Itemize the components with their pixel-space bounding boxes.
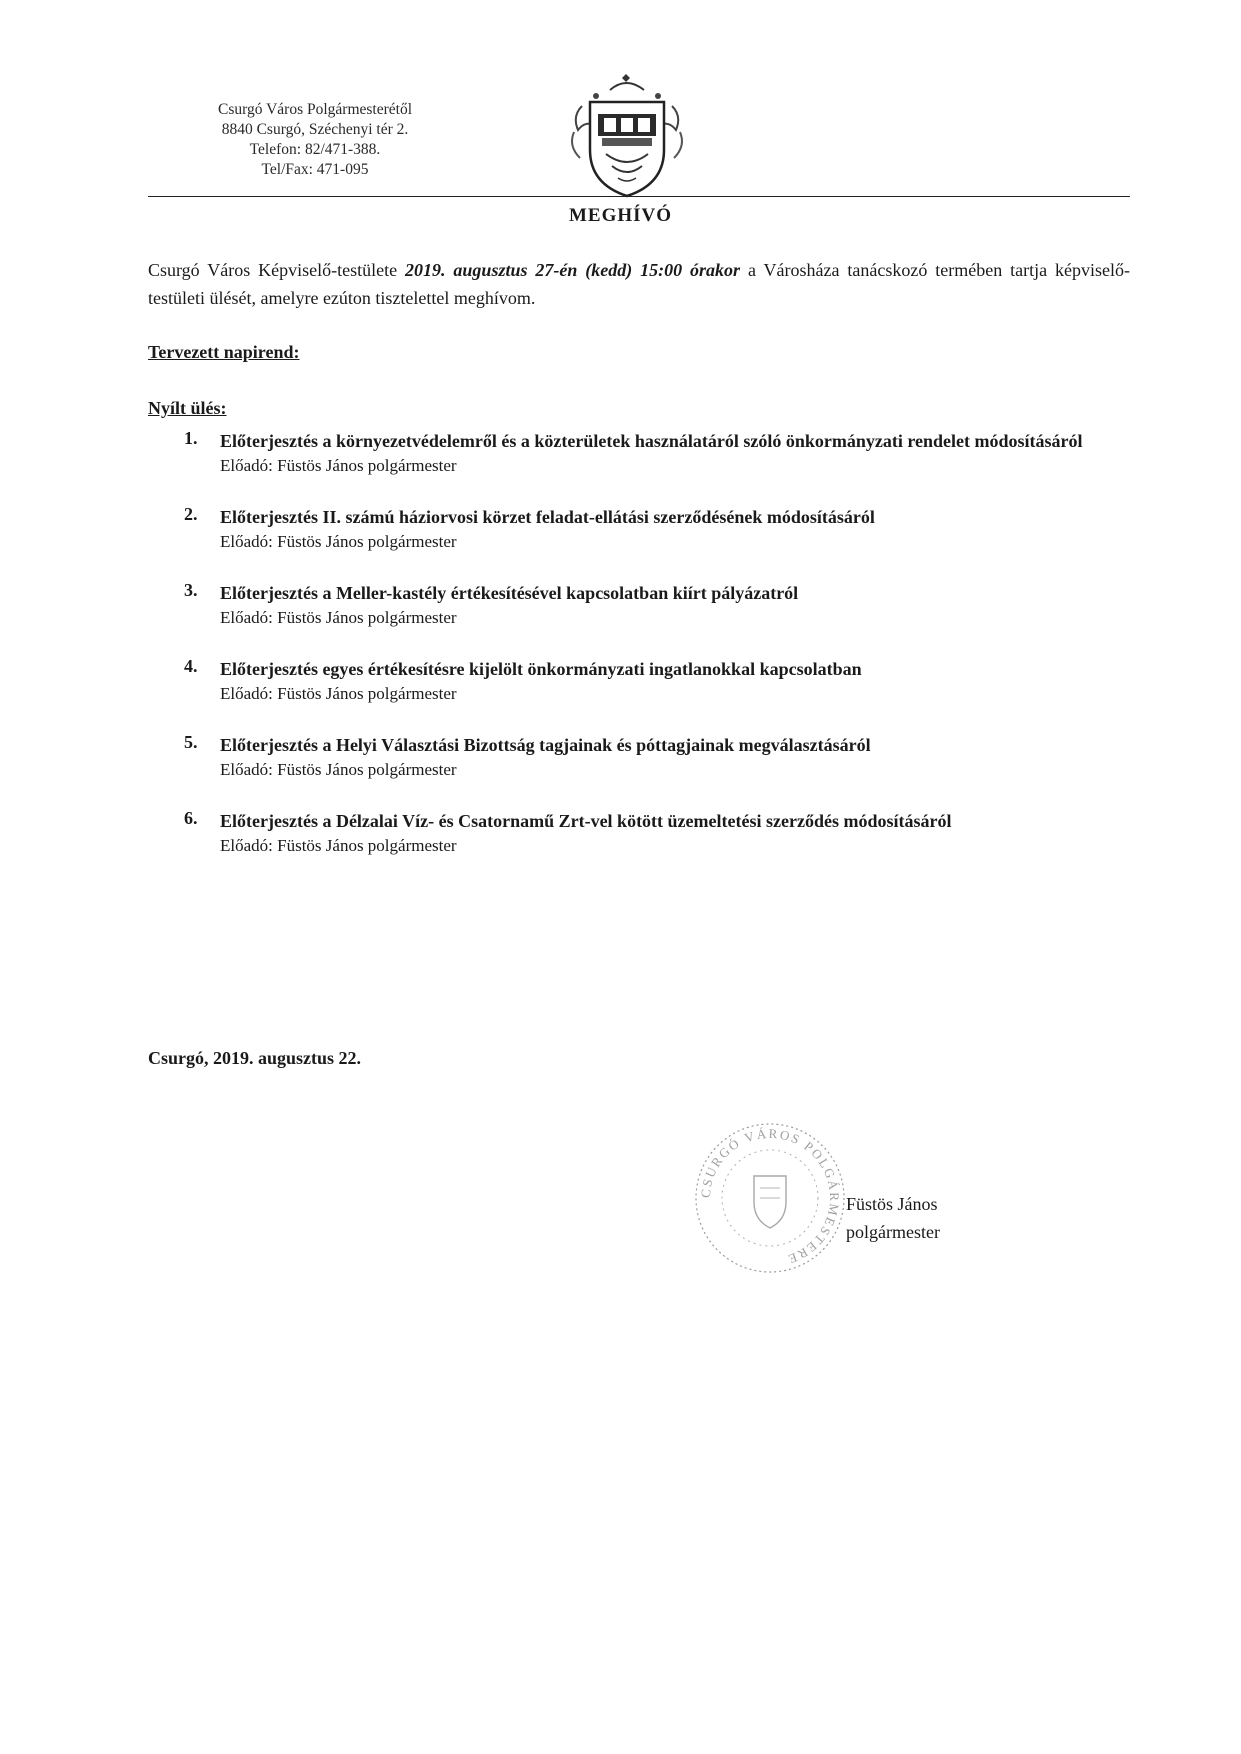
place-and-date: Csurgó, 2019. augusztus 22. <box>148 1048 362 1068</box>
header-divider <box>148 196 1130 197</box>
agenda-item-number: 3. <box>184 580 198 600</box>
agenda-item <box>148 428 1130 478</box>
agenda-item-number: 4. <box>184 656 198 676</box>
agenda-item-number: 1. <box>184 428 198 448</box>
signatory-role: polgármester <box>846 1222 940 1242</box>
agenda-item <box>148 656 1130 706</box>
agenda-list <box>148 428 1130 884</box>
agenda-item <box>148 504 1130 554</box>
signatory-name: Füstös János <box>846 1194 938 1214</box>
agenda-item-presenter: Előadó: Füstös János polgármester <box>220 760 457 779</box>
agenda-item-presenter: Előadó: Füstös János polgármester <box>220 684 457 703</box>
signature-block <box>846 1190 940 1246</box>
agenda-item-title: Előterjesztés egyes értékesítésre kijelölt önkormányzati ingatlanokkal kapcsolatban <box>220 659 862 679</box>
agenda-item-number: 2. <box>184 504 198 524</box>
invitation-text-end: a Városháza tanácskozó termében tartja képviselő-testületi ülését, amelyre ezúton tisztelettel meghívom. <box>148 260 1130 308</box>
agenda-heading: Tervezett napirend: <box>148 342 300 362</box>
svg-text:CSURGÓ VÁROS POLGÁRMESTERE <box>698 1126 842 1268</box>
document-title: MEGHÍVÓ <box>568 205 673 226</box>
meeting-datetime: 2019. augusztus 27-én (kedd) 15:00 órakor <box>405 260 741 280</box>
letterhead <box>150 100 480 180</box>
letterhead-phone: Telefon: 82/471-388. <box>249 141 381 158</box>
agenda-item <box>148 580 1130 630</box>
official-stamp-icon <box>690 1118 850 1278</box>
agenda-item-presenter: Előadó: Füstös János polgármester <box>220 836 457 855</box>
agenda-item-title: Előterjesztés a Délzalai Víz- és Csatornamű Zrt-vel kötött üzemeltetési szerződés módosításáról <box>220 811 952 831</box>
letterhead-address: 8840 Csurgó, Széchenyi tér 2. <box>221 121 409 138</box>
agenda-item-presenter: Előadó: Füstös János polgármester <box>220 608 457 627</box>
agenda-item <box>148 808 1130 858</box>
letterhead-fax: Tel/Fax: 471-095 <box>261 161 369 178</box>
invitation-text <box>148 256 1130 312</box>
agenda-item-title: Előterjesztés a környezetvédelemről és a közterületek használatáról szóló önkormányzati rendelet módosításáról <box>220 431 1083 451</box>
session-heading: Nyílt ülés: <box>148 398 227 418</box>
coat-of-arms-icon <box>562 72 692 200</box>
invitation-text-start: Csurgó Város Képviselő-testülete <box>148 260 406 280</box>
agenda-item-number: 5. <box>184 732 198 752</box>
agenda-item-title: Előterjesztés a Helyi Választási Bizottság tagjainak és póttagjainak megválasztásáról <box>220 735 871 755</box>
stamp-text: CSURGÓ VÁROS POLGÁRMESTERE <box>697 1125 843 1268</box>
agenda-item-title: Előterjesztés a Meller-kastély értékesítésével kapcsolatban kiírt pályázatról <box>220 583 799 603</box>
letterhead-sender: Csurgó Város Polgármesterétől <box>217 101 412 118</box>
agenda-item-presenter: Előadó: Füstös János polgármester <box>220 532 457 551</box>
agenda-item-title: Előterjesztés II. számú háziorvosi körzet feladat-ellátási szerződésének módosításáról <box>220 507 875 527</box>
agenda-item-number: 6. <box>184 808 198 828</box>
agenda-item <box>148 732 1130 782</box>
agenda-item-presenter: Előadó: Füstös János polgármester <box>220 456 457 475</box>
